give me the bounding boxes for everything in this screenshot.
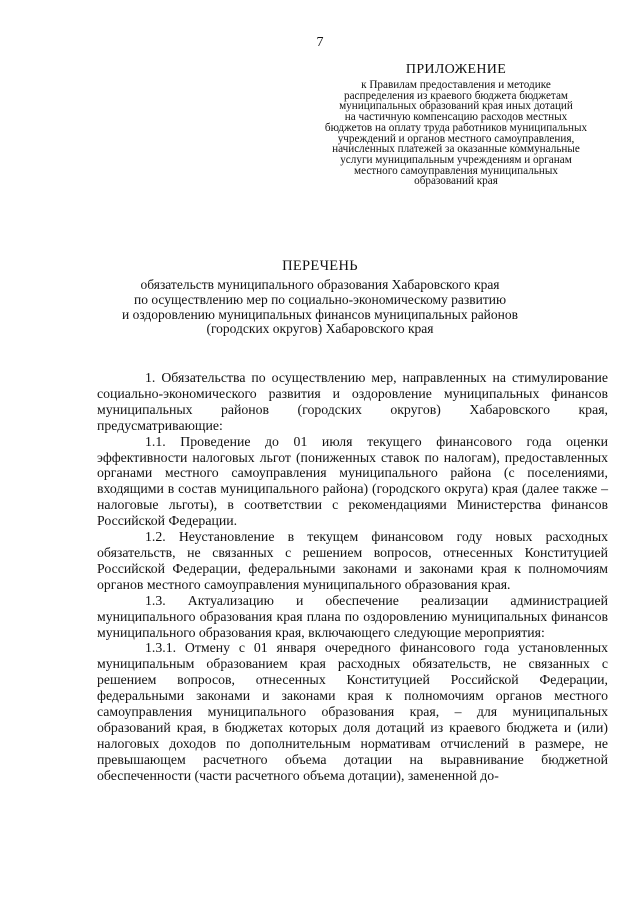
paragraph-1-3-1: 1.3.1. Отмену с 01 января очередного финансового года установленных муниципальным образованием края расходных обязательств, не связанных с решением вопросов, отнесенных Конституцией Российской Федерации, федеральными законами и законами края к полномочиям органов местного самоуправления муниципального образования края, – для муниципальных образований края, в бюджетах которых доля дотаций из краевого бюджета и (или) налоговых доходов по дополнительным нормативам отчислений в размере, не превышающем расчетного объема дотации на выравнивание бюджетной обеспеченности (части расчетного объема дотации), замененной до- — [97, 640, 608, 783]
document-body — [97, 370, 608, 784]
paragraph-1: 1. Обязательства по осуществлению мер, направленных на стимулирование социально-экономического развития и оздоровление муниципальных финансов муниципальных районов (городских округов) Хабаровского края, предусматривающие: — [97, 370, 608, 433]
paragraph-1-3: 1.3. Актуализацию и обеспечение реализации администрацией муниципального образования края плана по оздоровлению муниципальных финансов муниципального образования края, включающего следующие мероприятия: — [97, 592, 608, 640]
appendix-title: ПРИЛОЖЕНИЕ — [405, 62, 507, 77]
page-number: 7 — [316, 35, 324, 50]
paragraph-1-2: 1.2. Неустановление в текущем финансовом году новых расходных обязательств, не связанных с решением вопросов, отнесенных Конституцией Российской Федерации, федеральными законами и законами края к полномочиям органов местного самоуправления муниципального образования края. — [97, 529, 608, 592]
appendix-subtitle: к Правилам предоставления и методике распределения из краевого бюджета бюджетам муниципальных образований края иных дотаций на частичную компенсацию расходов местных бюджетов на оплату труда работников муниципальных учреждений и органов местного самоуправления, начисленных платежей за оказанные коммунальные услуги муниципальным учреждениям и органам местного самоуправления муниципальных образований края — [324, 79, 588, 188]
document-subtitle: обязательств муниципального образования Хабаровского края по осуществлению мер по социально-экономическому развитию и оздоровлению муниципальных финансов муниципальных районов (городских округов) Хабаровского края — [121, 277, 519, 337]
document-title: ПЕРЕЧЕНЬ — [282, 258, 358, 274]
paragraph-1-1: 1.1. Проведение до 01 июля текущего финансового года оценки эффективности налоговых льгот (пониженных ставок по налогам), предоставленных органами местного самоуправления муниципального района (с поселениями, входящими в состав муниципального района) (городского округа) края (далее также – налоговые льготы), в соответствии с рекомендациями Министерства финансов Российской Федерации. — [97, 433, 608, 529]
